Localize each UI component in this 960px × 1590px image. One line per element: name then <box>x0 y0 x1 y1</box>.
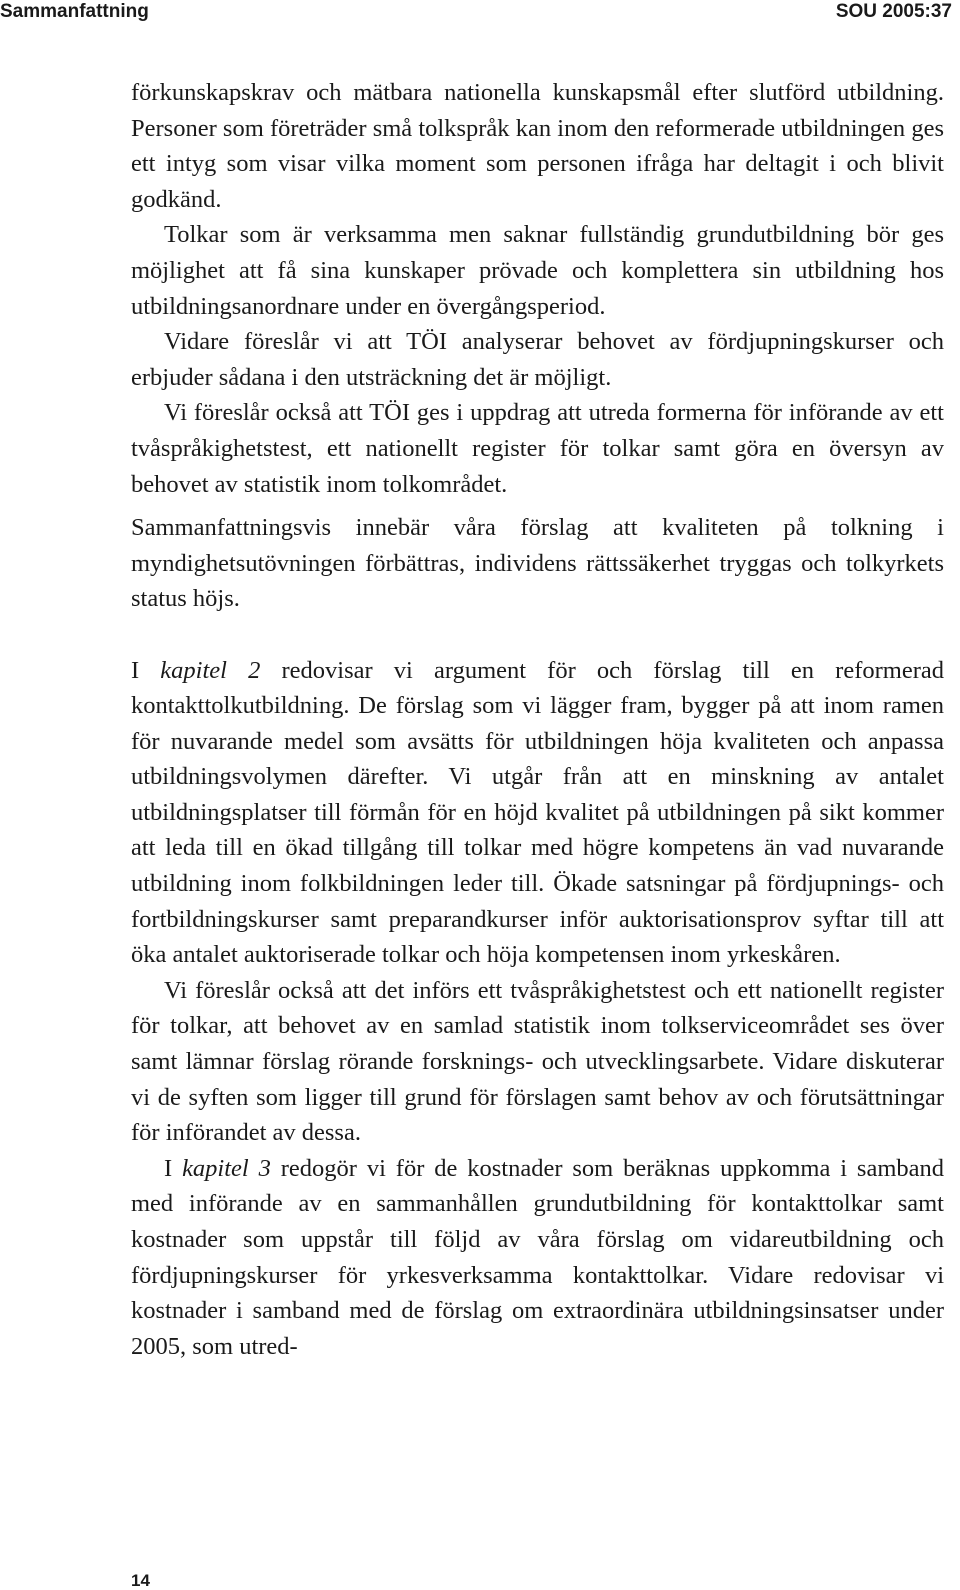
paragraph-4: Vi föreslår också att TÖI ges i uppdrag att utreda formerna för införande av ett tvåspråkighetstest, ett nationellt register för tolkar samt göra en översyn av behovet av statistik inom tolkområdet. <box>131 399 944 498</box>
paragraph-7: Vi föreslår också att det införs ett tvåspråkighetstest och ett nationellt register för tolkar, att behovet av en samlad statistik inom tolkserviceområdet ses över samt lämnar förslag rörande forsknings- och utvecklingsarbete. Vidare diskuterar vi de syften som ligger till grund för förslagen samt behov av och förutsättningar för införandet av dessa. <box>131 976 944 1147</box>
paragraph-8 <box>131 1151 944 1365</box>
running-header <box>0 0 960 26</box>
page-number: 14 <box>131 1571 150 1590</box>
document-reference: SOU 2005:37 <box>835 1 952 22</box>
section-title: Sammanfattning <box>0 1 149 22</box>
paragraph-8-pre: I <box>164 1154 183 1182</box>
paragraph-6-post: redovisar vi argument för och förslag till en reformerad kontakttolkutbildning. De förslag som vi lägger fram, bygger på att inom ramen för nuvarande medel som avsätts för utbildningen höja kvaliteten och anpassa utbildningsvolymen därefter. Vi utgår från att en minskning av antalet utbildningsplatser till förmån för en höjd kvalitet på utbildningen på sikt kommer att leda till en ökad tillgång till tolkar med högre kompetens än vad nuvarande utbildning inom folkbildningen leder till. Ökade satsningar på fördjupnings- och fortbildningskurser samt preparandkurser inför auktorisationsprov syftar till att öka antalet auktoriserade tolkar och höja kompetensen inom yrkeskåren. <box>131 656 944 969</box>
paragraph-3: Vidare föreslår vi att TÖI analyserar behovet av fördjupningskurser och erbjuder sådana i den utsträckning det är möjligt. <box>131 328 944 391</box>
paragraph-5: Sammanfattningsvis innebär våra förslag att kvaliteten på tolkning i myndighetsutövningen förbättras, individens rättssäkerhet tryggas och tolkyrkets status höjs. <box>131 514 944 613</box>
paragraph-6 <box>131 653 944 973</box>
body-text <box>131 75 944 1364</box>
paragraph-8-post: redogör vi för de kostnader som beräknas uppkomma i samband med införande av en sammanhållen grundutbildning för kontakttolkar samt kostnader som uppstår till följd av våra förslag om vidareutbildning och fördjupningskurser för yrkesverksamma kontakttolkar. Vidare redovisar vi kostnader i samband med de förslag om extraordinära utbildningsinsatser under 2005, som utred- <box>131 1154 944 1360</box>
chapter-2-reference: kapitel 2 <box>160 656 261 684</box>
chapter-3-reference: kapitel 3 <box>182 1154 271 1182</box>
paragraph-1: förkunskapskrav och mätbara nationella kunskapsmål efter slutförd utbildning. Personer som företräder små tolkspråk kan inom den reformerade utbildningen ges ett intyg som visar vilka moment som personen ifråga har deltagit i och blivit godkänd. <box>131 79 944 213</box>
paragraph-6-pre: I <box>131 656 161 684</box>
paragraph-2: Tolkar som är verksamma men saknar fullständig grundutbildning bör ges möjlighet att få sina kunskaper prövade och komplettera sin utbildning hos utbildningsanordnare under en övergångsperiod. <box>131 221 944 320</box>
